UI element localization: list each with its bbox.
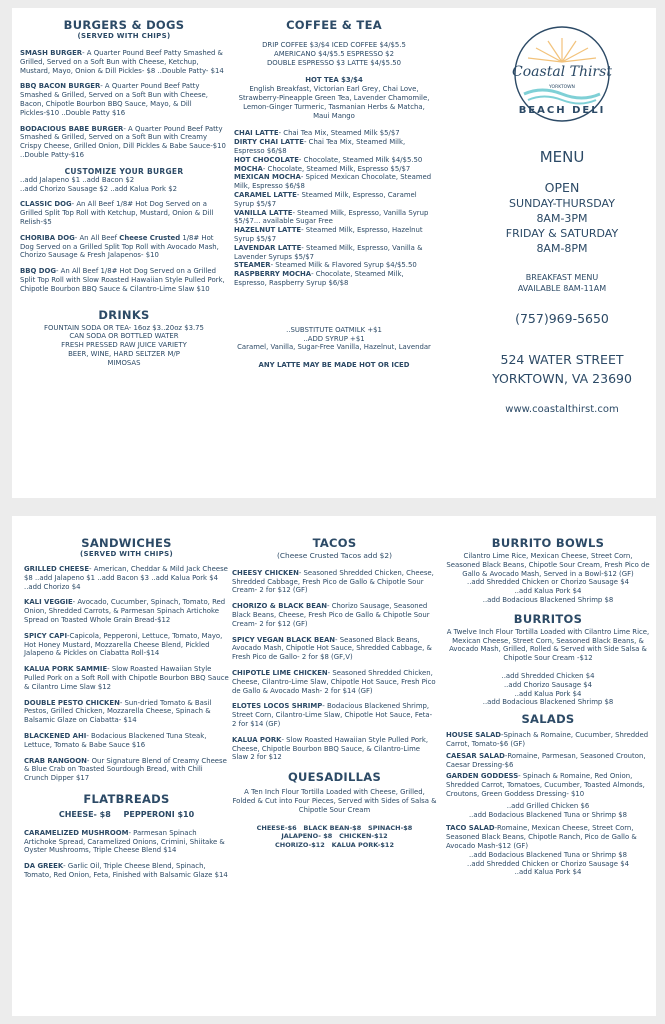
coffee-line: DOUBLE ESPRESSO $3 LATTE $4/$5.50 — [266, 58, 402, 67]
sandwiches-section — [24, 536, 229, 887]
menu-page-bottom — [12, 516, 656, 1016]
burrito-bowls-title: BURRITO BOWLS — [491, 536, 605, 550]
add-on-line: ..add Shredded Chicken $4 — [501, 671, 595, 680]
logo-town: YORKTOWN — [549, 85, 575, 90]
menu-item: CARAMELIZED MUSHROOM- Parmesan Spinach Artichoke Spread, Caramelized Onions, Crimini, Shiitake & Oyster Mushrooms, Triple Cheese Blend $14 — [24, 828, 225, 855]
tacos-section — [232, 536, 437, 850]
quesadilla-options: JALAPENO- $8 CHICKEN-$12 — [281, 832, 388, 841]
drink-item: CARAMEL LATTE- Steamed Milk, Espresso, Caramel Syrup $5/$7 — [234, 190, 417, 208]
burgers-subtitle: (SERVED WITH CHIPS) — [77, 32, 171, 40]
hours-time-1: 8AM-3PM — [536, 212, 588, 225]
menu-item: TACO SALAD-Romaine, Mexican Cheese, Street Corn, Seasoned Black Beans, Chipotle Ranch, Pico de Gallo & Avocado Mash-$12 (GF) — [446, 824, 637, 850]
drink-item: MOCHA- Chocolate, Steamed Milk, Espresso $5/$7 — [234, 164, 411, 173]
drink-item: VANILLA LATTE- Steamed Milk, Espresso, Vanilla Syrup $5/$7... available Sugar Free — [234, 208, 429, 226]
latte-note: ANY LATTE MAY BE MADE HOT OR ICED — [258, 361, 410, 370]
menu-item: CLASSIC DOG- An All Beef 1/8# Hot Dog Served on a Grilled Split Top Roll with Ketchup, Mustard, Onion & Dill Relish-$5 — [20, 200, 214, 226]
burrito-bowls-desc: Cilantro Lime Rice, Mexican Cheese, Street Corn, Seasoned Black Beans, Chipotle Sour Cream, Fresh Pico de Gallo & Avocado Mash, Served in a Bowl-$12 (GF) — [446, 552, 650, 578]
quesadillas-section — [232, 770, 437, 850]
tacos-subtitle: (Cheese Crusted Tacos add $2) — [277, 551, 392, 560]
add-on-line: ..add Bodacious Blackened Tuna or Shrimp $8 — [468, 850, 628, 859]
drink-item: RASPBERRY MOCHA- Chocolate, Steamed Milk, Espresso, Raspberry Syrup $6/$8 — [234, 270, 404, 287]
menu-item: KALUA PORK- Slow Roasted Hawaiian Style Pulled Pork, Cheese, Chipotle Bourbon BBQ Sauce, & Cilantro-Lime Slaw 2 for $12 — [232, 735, 429, 762]
drink-item: LAVENDAR LATTE- Steamed Milk, Espresso, Vanilla & Lavender Syrups $5/$7 — [234, 243, 423, 261]
extra-line: Caramel, Vanilla, Sugar-Free Vanilla, Hazelnut, Lavendar — [237, 343, 431, 352]
burgers-dogs-section — [20, 18, 228, 368]
coffee-tea-section — [234, 18, 434, 370]
menu-item: ELOTES LOCOS SHRIMP- Bodacious Blackened Shrimp, Street Corn, Cilantro-Lime Slaw, Chipotle Hot Sauce, Feta- 2 for $14 (GF) — [232, 702, 433, 728]
drink-item: HOT CHOCOLATE- Chocolate, Steamed Milk $4/$5.50 — [234, 155, 423, 164]
drink-item: HAZELNUT LATTE- Steamed Milk, Espresso, Hazelnut Syrup $5/$7 — [234, 226, 423, 243]
info-section — [474, 22, 650, 415]
drink-item: MEXICAN MOCHA- Spiced Mexican Chocolate, Steamed Milk, Espresso $6/$8 — [234, 173, 432, 191]
menu-item: DOUBLE PESTO CHICKEN- Sun-dried Tomato & Basil Pestos, Grilled Chicken, Mozzarella Cheese, Spinach & Balsamic Glaze on Ciabatta- $14 — [24, 698, 212, 725]
sandwiches-subtitle: (SERVED WITH CHIPS) — [80, 550, 173, 558]
menu-item: BLACKENED AHI- Bodacious Blackened Tuna Steak, Lettuce, Tomato & Babe Sauce $16 — [24, 731, 207, 749]
breakfast-label: BREAKFAST MENU — [525, 273, 599, 282]
salads-title: SALADS — [521, 712, 575, 727]
address-city: YORKTOWN, VA 23690 — [492, 371, 632, 386]
flatbreads-section — [24, 792, 229, 880]
add-on-line: ..add Bodacious Blackened Tuna or Shrimp $8 — [468, 810, 628, 819]
menu-heading: MENU — [539, 148, 585, 166]
sandwiches-title: SANDWICHES — [81, 536, 172, 550]
open-label: OPEN — [544, 180, 580, 195]
tacos-title: TACOS — [312, 536, 357, 550]
phone-number[interactable]: (757)969-5650 — [515, 311, 609, 326]
menu-item: GARDEN GODDESS- Spinach & Romaine, Red Onion, Shredded Carrot, Tomatoes, Cucumber, Toasted Almonds, Croutons, Green Goddess Dressing- $10 — [446, 772, 645, 798]
address-street: 524 WATER STREET — [500, 352, 624, 367]
menu-item: SPICY VEGAN BLACK BEAN- Seasoned Black Beans, Avocado Mash, Chipotle Hot Sauce, Shredded Cabbage, & Fresh Pico de Gallo- 2 for $8 (GF,V) — [232, 635, 432, 662]
drink-line: CAN SODA OR BOTTLED WATER — [69, 332, 179, 341]
menu-item: CHIPOTLE LIME CHICKEN- Seasoned Shredded Chicken, Cheese, Cilantro-Lime Slaw, Chipotle Hot Sauce, Fresh Pico de Gallo & Avocado Mash- 2 for $14 (GF) — [232, 668, 436, 695]
menu-item: DA GREEK- Garlic Oil, Triple Cheese Blend, Spinach, Tomato, Red Onion, Feta, Finished with Balsamic Glaze $14 — [24, 862, 228, 879]
coffee-line: DRIP COFFEE $3/$4 ICED COFFEE $4/$5.5 — [262, 41, 406, 49]
drinks-title: DRINKS — [98, 307, 150, 322]
add-on-line: ..add Chorizo Sausage $4 — [503, 680, 593, 689]
extra-line: ..ADD SYRUP +$1 — [303, 334, 365, 343]
menu-item: CAESAR SALAD-Romaine, Parmesan, Seasoned Crouton, Caesar Dressing-$6 — [446, 751, 646, 769]
burritos-salads-section — [446, 536, 650, 877]
menu-item: CRAB RANGOON- Our Signature Blend of Creamy Cheese & Blue Crab on Toasted Sourdough Bread, with Chili Crunch Dipper $17 — [24, 756, 227, 783]
menu-item: CHEESY CHICKEN- Seasoned Shredded Chicken, Cheese, Shredded Cabbage, Fresh Pico de Gallo & Chipotle Sour Cream- 2 for $12 (GF) — [232, 568, 434, 595]
add-on-line: ..add Bodacious Blackened Shrimp $8 — [482, 698, 614, 707]
drink-item: STEAMER- Steamed Milk & Flavored Syrup $4/$5.50 — [234, 261, 417, 270]
add-on-line: ..add Kalua Pork $4 — [514, 587, 582, 596]
menu-item: GRILLED CHEESE- American, Cheddar & Mild Jack Cheese $8 ..add Jalapeno $1 ..add Bacon $3 ..add Kalua Pork $4 ..add Chorizo $4 — [24, 565, 228, 591]
coffee-line: AMERICANO $4/$5.5 ESPRESSO $2 — [274, 49, 394, 58]
customize-title: CUSTOMIZE YOUR BURGER — [64, 166, 184, 176]
menu-item: SMASH BURGER- A Quarter Pound Beef Patty Smashed & Grilled, Served on a Soft Bun with Cheese, Ketchup, Mustard, Mayo, Onion & Dill Pickles- $8 ..Double Patty- $14 — [20, 49, 224, 75]
menu-item: CHORIBA DOG- An All Beef Cheese Crusted 1/8# Hot Dog Served on a Grilled Split Top Roll with Avocado Mash, Chorizo Sausage & Fresh Jalapenos- $10 — [20, 233, 219, 260]
drink-item: DIRTY CHAI LATTE- Chai Tea Mix, Steamed Milk, Espresso $6/$8 — [234, 138, 406, 155]
menu-item: BBQ DOG- An All Beef 1/8# Hot Dog Served on a Grilled Split Top Roll with Slow Roasted Hawaiian Style Pulled Pork, Chipotle Bourbon BBQ Sauce & Cilantro-Lime Slaw $10 — [20, 267, 225, 293]
logo-name: Coastal Thirst — [512, 64, 612, 80]
hours-days-1: SUNDAY-THURSDAY — [509, 197, 615, 210]
breakfast-hours: AVAILABLE 8AM-11AM — [517, 284, 607, 293]
quesadilla-options: CHEESE-$6 BLACK BEAN-$8 SPINACH-$8 — [256, 823, 413, 832]
burritos-desc: A Twelve Inch Flour Tortilla Loaded with Cilantro Lime Rice, Mexican Cheese, Street Corn, Seasoned Black Beans, & Avocado Mash, Grilled, Rolled & Served with Side Salsa & Chipotle Sour Cream -$12 — [446, 627, 650, 663]
add-on-line: ..add Kalua Pork $4 — [514, 868, 582, 877]
menu-item: SPICY CAPI-Capicola, Pepperoni, Lettuce, Tomato, Mayo, Hot Honey Mustard, Mozzarella Cheese Blend, Pickled Jalapeno & Pickles on Ciabatta Roll-$14 — [24, 631, 223, 658]
add-on-line: ..add Shredded Chicken or Chorizo Sausage $4 — [467, 859, 629, 868]
add-on-line: ..add Grilled Chicken $6 — [506, 801, 590, 810]
burgers-title: BURGERS & DOGS — [63, 18, 185, 32]
customize-line: ..add Jalapeno $1 ..add Bacon $2 — [20, 175, 135, 184]
drink-item: CHAI LATTE- Chai Tea Mix, Steamed Milk $5/$7 — [234, 129, 400, 138]
drink-line: BEER, WINE, HARD SELTZER M/P — [68, 349, 180, 358]
website-link[interactable]: www.coastalthirst.com — [505, 404, 619, 415]
menu-item: KALUA PORK SAMMIE- Slow Roasted Hawaiian Style Pulled Pork on a Soft Roll with Chipotle Bourbon BBQ Sauce & Cilantro Lime Slaw $12 — [24, 665, 229, 691]
logo-beach-deli: BEACH DELI — [518, 105, 606, 116]
extra-line: ..SUBSTITUTE OATMILK +$1 — [286, 325, 382, 334]
menu-item: HOUSE SALAD-Spinach & Romaine, Cucumber, Shredded Carrot, Tomato-$6 (GF) — [446, 731, 649, 748]
flatbreads-title: FLATBREADS — [83, 791, 170, 806]
hot-tea-desc: English Breakfast, Victorian Earl Grey, Chai Love, Strawberry-Pineapple Green Tea, Lavender Chamomile, Lemon-Ginger Turmeric, Tasmanian Herbs & Matcha, Maui Mango — [238, 85, 430, 120]
menu-item: BBQ BACON BURGER- A Quarter Pound Beef Patty Smashed & Grilled, Served on a Soft Bun with Cheese, Bacon, Chipotle Bourbon BBQ Sauce, Mayo, & Dill Pickles-$10 ..Double Patty $16 — [20, 82, 208, 117]
quesadillas-title: QUESADILLAS — [287, 770, 382, 785]
menu-item: KALI VEGGIE- Avocado, Cucumber, Spinach, Tomato, Red Onion, Shredded Carrots, & Parmesan Spinach Artichoke Spread on Toasted Whole Grain Bread-$12 — [24, 598, 226, 624]
flatbread-basic: CHEESE- $8 PEPPERONI $10 — [58, 809, 195, 819]
quesadillas-desc: A Ten Inch Flour Tortilla Loaded with Cheese, Grilled, Folded & Cut into Four Pieces, Served with Sides of Salsa & Chipotle Sour Cream — [232, 788, 437, 814]
hours-days-2: FRIDAY & SATURDAY — [505, 227, 619, 240]
add-on-line: ..add Shredded Chicken or Chorizo Sausage $4 — [467, 578, 629, 587]
menu-item: BODACIOUS BABE BURGER- A Quarter Pound Beef Patty Smashed & Grilled, Served on a Soft Bun with Creamy Crispy Cheese, Grilled Onion, Dill Pickles & Babe Sauce-$10 ..Double Patty-$16 — [20, 124, 226, 159]
quesadilla-options: CHORIZO-$12 KALUA PORK-$12 — [275, 841, 394, 850]
hot-tea-title: HOT TEA $3/$4 — [305, 76, 363, 85]
menu-page-top — [12, 8, 656, 498]
add-on-line: ..add Bodacious Blackened Shrimp $8 — [482, 595, 614, 604]
drink-line: MIMOSAS — [107, 358, 141, 367]
drink-line: FOUNTAIN SODA OR TEA- 16oz $3..20oz $3.75 — [44, 323, 204, 332]
customize-line: ..add Chorizo Sausage $2 ..add Kalua Pork $2 — [20, 184, 178, 193]
add-on-line: ..add Kalua Pork $4 — [514, 689, 582, 698]
hours-time-2: 8AM-8PM — [536, 242, 588, 255]
menu-item: CHORIZO & BLACK BEAN- Chorizo Sausage, Seasoned Black Beans, Cheese, Fresh Pico de Gallo & Chipotle Sour Cream- 2 for $12 (GF) — [232, 602, 430, 628]
coffee-title: COFFEE & TEA — [286, 18, 382, 32]
drinks-section — [20, 308, 228, 368]
coastal-thirst-logo — [502, 22, 622, 128]
burritos-title: BURRITOS — [513, 611, 583, 626]
drink-line: FRESH PRESSED RAW JUICE VARIETY — [61, 341, 187, 350]
